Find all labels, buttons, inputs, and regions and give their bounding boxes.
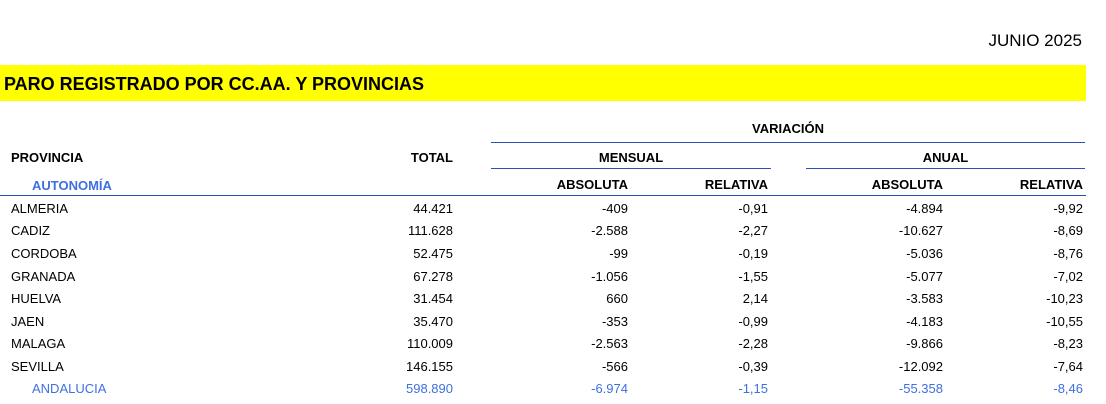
annual-relative: -8,76 [1053,246,1083,261]
mensual-relativa-header: RELATIVA [704,177,768,192]
total-value: 146.155 [406,359,453,374]
annual-absolute: -10.627 [898,223,943,238]
province-name: MALAGA [11,336,66,351]
monthly-relative: -1,55 [738,269,768,284]
mensual-absoluta-header: ABSOLUTA [556,177,628,192]
total-value: 52.475 [413,246,453,261]
annual-relative: -7,02 [1053,269,1083,284]
anual-absoluta-header: ABSOLUTA [871,177,943,192]
annual-absolute: -3.583 [906,291,943,306]
monthly-absolute: 660 [606,291,628,306]
region-total-row [0,381,1106,403]
monthly-absolute: -566 [601,359,628,374]
annual-relative: -10,23 [1046,291,1083,306]
province-name: ALMERIA [11,201,69,216]
table-row [0,201,1106,223]
monthly-relative: -2,28 [738,336,768,351]
province-name: JAEN [11,314,45,329]
annual-absolute: -5.036 [906,246,943,261]
monthly-relative: -0,99 [738,314,768,329]
annual-relative: -8,69 [1053,223,1083,238]
monthly-relative: -1,15 [738,381,768,396]
monthly-relative: 2,14 [742,291,768,306]
province-name: GRANADA [11,269,76,284]
province-name: SEVILLA [11,359,64,374]
annual-relative: -10,55 [1046,314,1083,329]
total-value: 31.454 [413,291,453,306]
monthly-absolute: -409 [601,201,628,216]
total-value: 35.470 [413,314,453,329]
monthly-absolute: -1.056 [591,269,628,284]
anual-relativa-header: RELATIVA [1019,177,1083,192]
total-header: TOTAL [410,150,453,165]
provincia-header: PROVINCIA [11,150,84,165]
title-banner [0,65,1086,101]
total-value: 111.628 [407,223,453,238]
variacion-header: VARIACIÓN [752,121,824,136]
table-row [0,336,1106,358]
header-divider [0,195,1086,196]
table-row [0,269,1106,291]
monthly-absolute: -2.563 [591,336,628,351]
variacion-divider [491,142,1085,143]
anual-header: ANUAL [922,150,969,165]
table-row [0,314,1106,336]
mensual-divider [491,168,771,169]
total-value: 110.009 [406,336,453,351]
province-name: CORDOBA [11,246,77,261]
monthly-absolute: -99 [609,246,628,261]
total-value: 598.890 [406,381,453,396]
page-title: PARO REGISTRADO POR CC.AA. Y PROVINCIAS [4,74,425,94]
total-value: 67.278 [413,269,453,284]
table-row [0,291,1106,313]
annual-absolute: -4.183 [906,314,943,329]
table-row [0,359,1106,381]
annual-absolute: -4.894 [906,201,943,216]
annual-relative: -9,92 [1053,201,1083,216]
annual-relative: -8,46 [1053,381,1083,396]
annual-absolute: -5.077 [906,269,943,284]
annual-relative: -7,64 [1053,359,1083,374]
monthly-absolute: -6.974 [591,381,628,396]
monthly-relative: -0,91 [738,201,768,216]
report-date: JUNIO 2025 [988,31,1082,50]
table-row [0,246,1106,268]
region-name: ANDALUCIA [32,381,107,396]
table-row [0,223,1106,245]
monthly-relative: -0,39 [738,359,768,374]
annual-absolute: -55.358 [898,381,943,396]
province-name: HUELVA [11,291,62,306]
mensual-header: MENSUAL [598,150,664,165]
annual-absolute: -12.092 [898,359,943,374]
autonomia-header: AUTONOMÍA [32,178,112,193]
total-value: 44.421 [413,201,453,216]
annual-absolute: -9.866 [906,336,943,351]
monthly-absolute: -2.588 [591,223,628,238]
monthly-relative: -0,19 [738,246,768,261]
province-name: CADIZ [11,223,50,238]
anual-divider [806,168,1085,169]
monthly-absolute: -353 [601,314,628,329]
monthly-relative: -2,27 [738,223,768,238]
annual-relative: -8,23 [1053,336,1083,351]
